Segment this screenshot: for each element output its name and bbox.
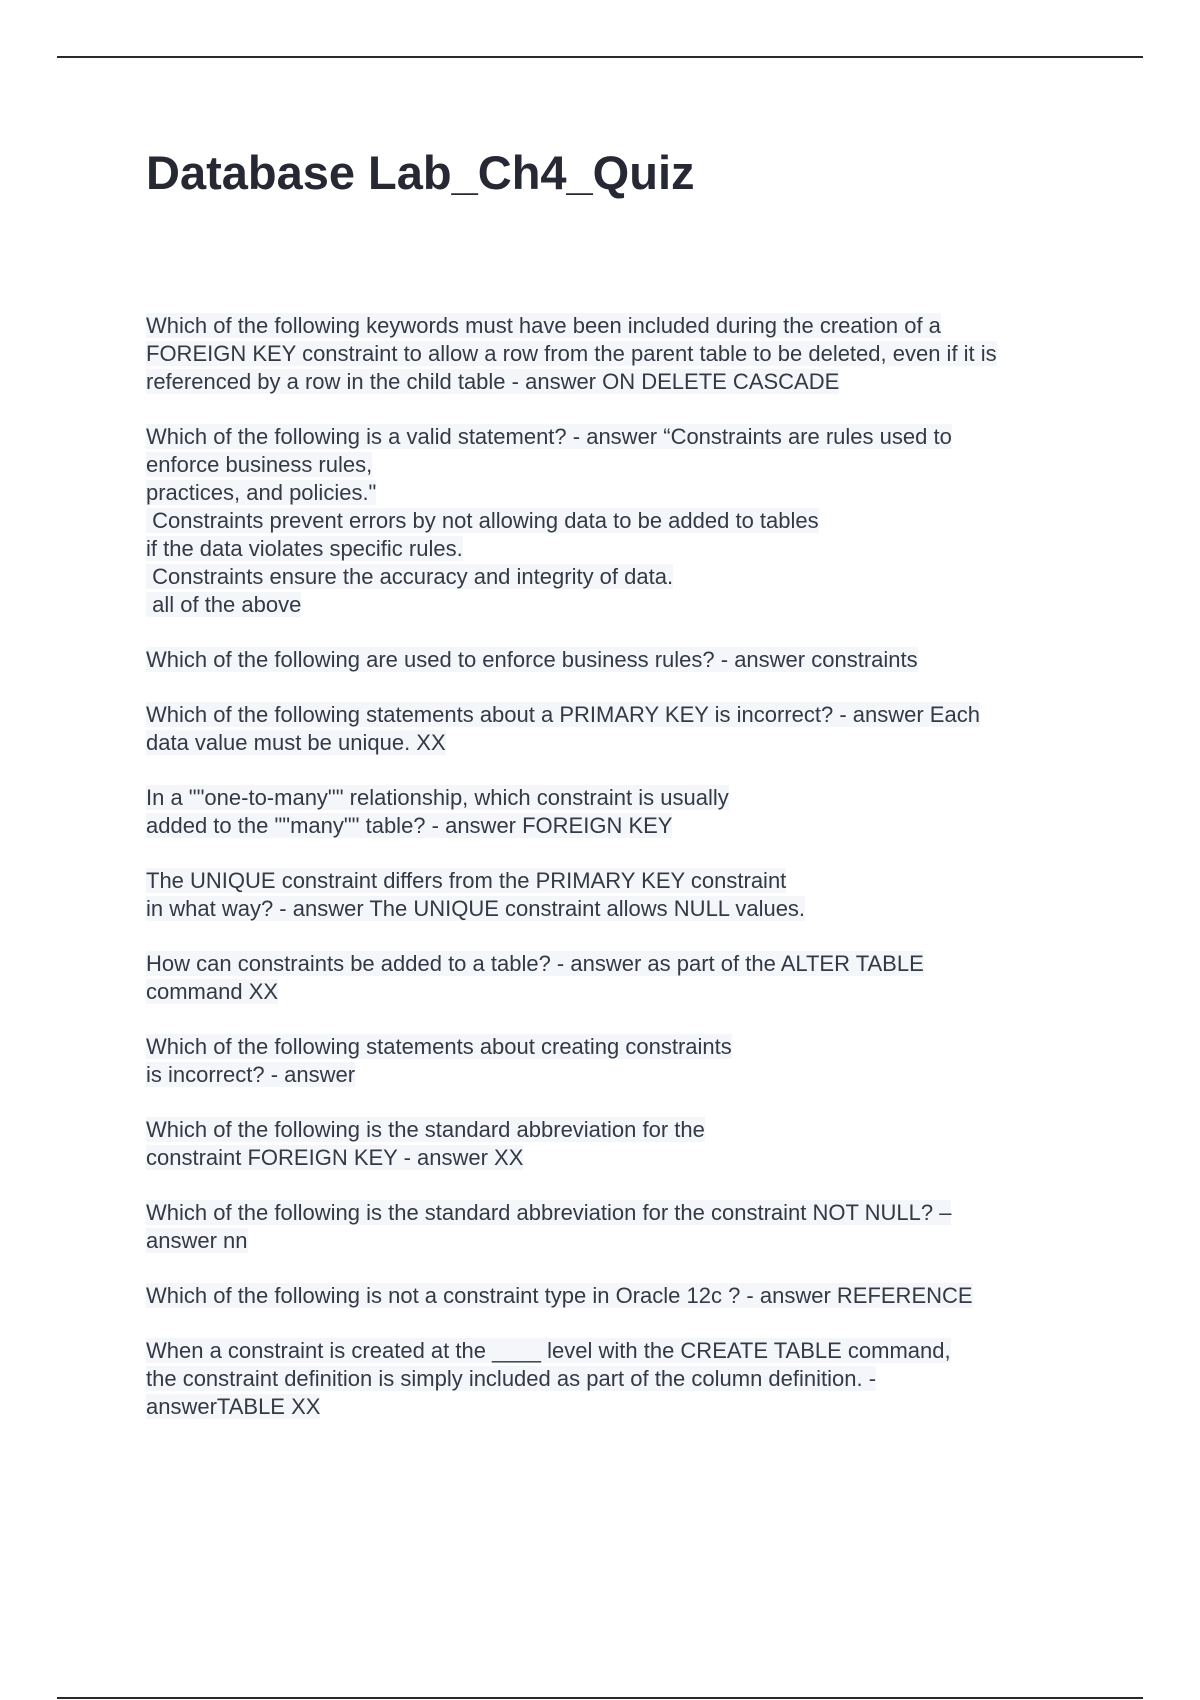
text-line: command XX: [146, 979, 279, 1004]
text-line: the constraint definition is simply included as part of the column definition. -: [146, 1366, 877, 1391]
text-line: constraint FOREIGN KEY - answer XX: [146, 1145, 524, 1170]
text-line: answer nn: [146, 1228, 248, 1253]
text-line: Which of the following is the standard abbreviation for the constraint NOT NULL? –: [146, 1200, 952, 1225]
text-line: if the data violates specific rules.: [146, 536, 463, 561]
text-line: referenced by a row in the child table - answer ON DELETE CASCADE: [146, 369, 840, 394]
text-line: is incorrect? - answer: [146, 1062, 356, 1087]
question-answer-item: [146, 312, 1106, 396]
text-line: answerTABLE XX: [146, 1394, 321, 1419]
text-line: When a constraint is created at the ____ level with the CREATE TABLE command,: [146, 1338, 951, 1363]
question-answer-item: [146, 701, 1106, 757]
question-answer-item: [146, 646, 1106, 674]
text-line: Constraints ensure the accuracy and integrity of data.: [146, 564, 674, 589]
text-line: Which of the following statements about a PRIMARY KEY is incorrect? - answer Each: [146, 702, 980, 727]
text-line: data value must be unique. XX: [146, 730, 446, 755]
question-answer-item: [146, 423, 1106, 619]
text-line: all of the above: [146, 592, 302, 617]
text-line: Which of the following is the standard abbreviation for the: [146, 1117, 705, 1142]
text-line: Which of the following is not a constraint type in Oracle 12c ? - answer REFERENCE: [146, 1283, 973, 1308]
question-answer-item: [146, 784, 1106, 840]
text-line: FOREIGN KEY constraint to allow a row from the parent table to be deleted, even if it is: [146, 341, 997, 366]
text-line: practices, and policies.": [146, 480, 377, 505]
bottom-rule: [57, 1697, 1143, 1699]
text-line: in what way? - answer The UNIQUE constraint allows NULL values.: [146, 896, 806, 921]
text-line: Which of the following is a valid statement? - answer “Constraints are rules used to: [146, 424, 952, 449]
question-answer-item: [146, 950, 1106, 1006]
text-line: In a ""one-to-many"" relationship, which constraint is usually: [146, 785, 729, 810]
question-answer-item: [146, 1282, 1106, 1310]
text-line: Which of the following are used to enforce business rules? - answer constraints: [146, 647, 918, 672]
question-answer-item: [146, 1337, 1106, 1421]
document-title: Database Lab_Ch4_Quiz: [146, 146, 695, 199]
text-line: Constraints prevent errors by not allowing data to be added to tables: [146, 508, 819, 533]
text-line: enforce business rules,: [146, 452, 373, 477]
question-answer-item: [146, 1199, 1106, 1255]
question-answer-item: [146, 867, 1106, 923]
text-line: How can constraints be added to a table? - answer as part of the ALTER TABLE: [146, 951, 924, 976]
text-line: The UNIQUE constraint differs from the PRIMARY KEY constraint: [146, 868, 787, 893]
text-line: Which of the following keywords must have been included during the creation of a: [146, 313, 941, 338]
text-line: added to the ""many"" table? - answer FOREIGN KEY: [146, 813, 673, 838]
top-rule: [57, 56, 1143, 58]
question-list: [146, 312, 1106, 1448]
text-line: Which of the following statements about creating constraints: [146, 1034, 732, 1059]
question-answer-item: [146, 1033, 1106, 1089]
question-answer-item: [146, 1116, 1106, 1172]
